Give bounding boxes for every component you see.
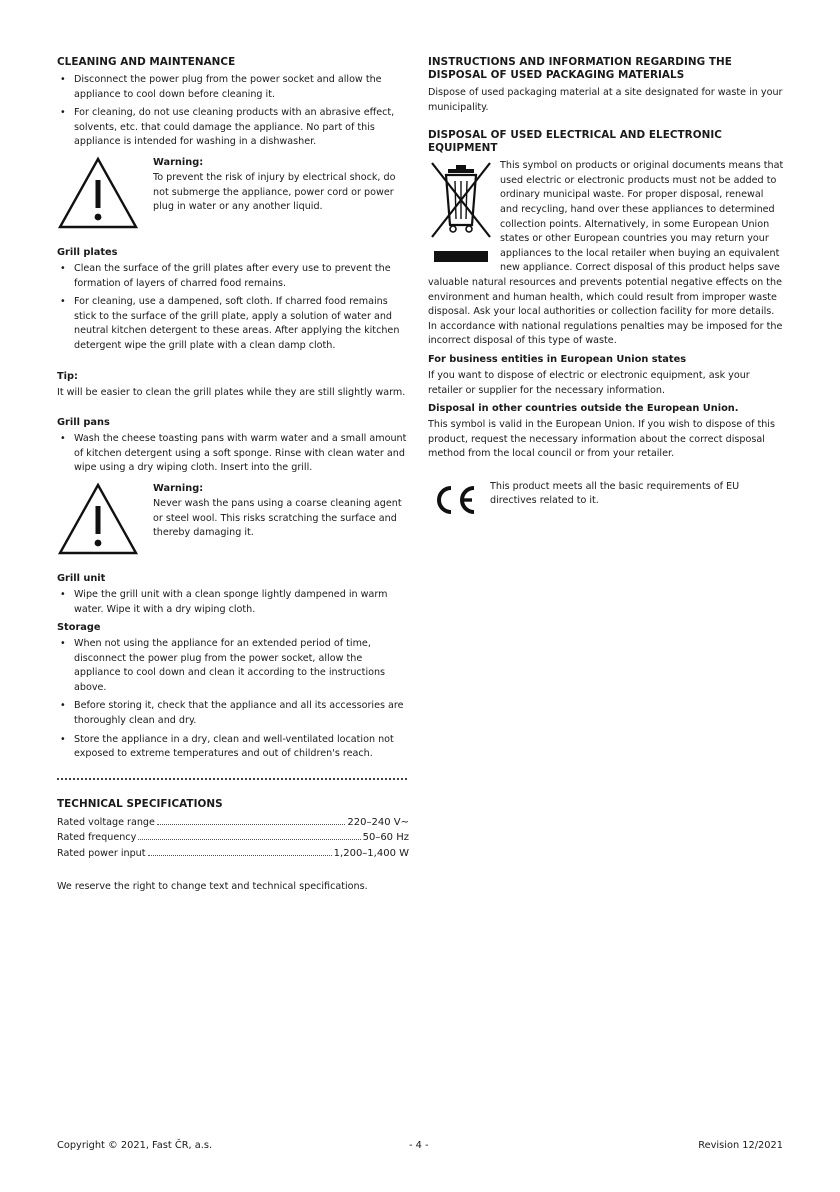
- spec-row: [57, 830, 409, 846]
- business-heading: For business entities in European Union states: [428, 353, 687, 365]
- grill-pans-heading: Grill pans: [57, 417, 110, 429]
- packaging-text: Dispose of used packaging material at a site designated for waste in your municipality.: [428, 87, 783, 113]
- grill-unit-list: [57, 588, 409, 617]
- grill-unit-heading: Grill unit: [57, 572, 106, 584]
- list-item: • Disconnect the power plug from the power socket and allow the appliance to cool down before cleaning it.: [57, 73, 409, 102]
- cleaning-list: [57, 73, 409, 150]
- spec-value: 220–240 V~: [347, 816, 409, 828]
- list-item: • Clean the surface of the grill plates after every use to prevent the formation of layers of charred food remains.: [57, 262, 409, 291]
- cleaning-heading: CLEANING AND MAINTENANCE: [57, 56, 236, 68]
- warning-body: Never wash the pans using a coarse cleaning agent or steel wool. This risks scratching the surface and thereby damaging it.: [153, 497, 402, 539]
- outside-eu-heading: Disposal in other countries outside the European Union.: [428, 403, 739, 415]
- list-item: • For cleaning, use a dampened, soft cloth. If charred food remains stick to the surface of the grill plate, apply a solution of water and neutral kitchen detergent to these areas. After applying the kitchen detergent wipe the grill plate with a clean damp cloth.: [57, 295, 409, 353]
- spec-leader: [148, 846, 332, 856]
- list-item: • Before storing it, check that the appliance and all its accessories are thoroughly clean and dry.: [57, 699, 409, 728]
- weee-block: [428, 159, 784, 349]
- footer-copyright: Copyright © 2021, Fast ČR, a.s.: [57, 1140, 213, 1151]
- crossed-bin-icon: [428, 159, 494, 267]
- tip-text: It will be easier to clean the grill plates while they are still slightly warm.: [57, 386, 406, 398]
- spec-leader: [138, 830, 360, 840]
- grill-pans-list: [57, 432, 409, 476]
- outside-eu-text: This symbol is valid in the European Union. If you wish to dispose of this product, request the necessary information about the correct disposal method from the local council or from your retailer.: [428, 419, 775, 460]
- warning-block-electric: [57, 156, 409, 242]
- list-item: • Wipe the grill unit with a clean sponge lightly dampened in warm water. Wipe it with a dry wiping cloth.: [57, 588, 409, 617]
- business-text: If you want to dispose of electric or electronic equipment, ask your retailer or supplier for the necessary information.: [428, 369, 750, 396]
- spec-label: Rated voltage range: [57, 816, 155, 828]
- packaging-heading: INSTRUCTIONS AND INFORMATION REGARDING THE DISPOSAL OF USED PACKAGING MATERIALS: [428, 56, 732, 81]
- warning-title: Warning:: [153, 482, 204, 494]
- grill-plates-heading: Grill plates: [57, 246, 118, 258]
- spec-label: Rated power input: [57, 848, 146, 860]
- spec-row: [57, 846, 409, 862]
- list-item: • Wash the cheese toasting pans with warm water and a small amount of kitchen detergent using a soft sponge. Rinse with clean water and wipe using a dry wiping cloth. Insert into the grill.: [57, 432, 409, 476]
- warning-block-pans: [57, 482, 409, 568]
- list-item: • Store the appliance in a dry, clean and well-ventilated location not exposed to extreme temperatures and out of children's reach.: [57, 733, 409, 762]
- list-item: • For cleaning, do not use cleaning products with an abrasive effect, solvents, etc. that could damage the appliance. No part of this appliance is intended for washing in a dishwasher.: [57, 106, 409, 150]
- list-item: • When not using the appliance for an extended period of time, disconnect the power plug from the power socket, allow the appliance to cool down and clean it according to the instructions above.: [57, 637, 409, 695]
- right-column: [428, 56, 784, 516]
- spec-row: [57, 815, 409, 831]
- tech-specs-heading: TECHNICAL SPECIFICATIONS: [57, 797, 223, 810]
- spec-note: We reserve the right to change text and technical specifications.: [57, 880, 368, 892]
- warning-text: [153, 482, 409, 545]
- ce-block: [428, 480, 784, 516]
- spec-value: 50–60 Hz: [362, 832, 409, 844]
- weee-text: This symbol on products or original documents means that used electric or electronic products must not be added to ordinary municipal waste. For proper disposal, renewal and recycling, hand over these appliances to determined collection points. Alternatively, in some European Union states or other European countries you may return your appliances to the local retailer when buying an equivalent new appliance. Correct disposal of this product helps save valuable natural resources and prevents potential negative effects on the environment and human health, which could result from improper waste disposal. Ask your local authorities or collection facility for more details. In accordance with national regulations penalties may be imposed for the incorrect disposal of this type of waste.: [428, 160, 784, 347]
- spec-label: Rated frequency: [57, 832, 137, 844]
- spec-value: 1,200–1,400 W: [333, 848, 409, 860]
- grill-plates-list: [57, 262, 409, 354]
- left-column: [57, 56, 409, 898]
- warning-triangle-icon: [57, 482, 139, 556]
- warning-title: Warning:: [153, 156, 204, 168]
- ce-mark-icon: [432, 484, 478, 516]
- warning-text: [153, 156, 409, 219]
- footer-page-number: - 4 -: [409, 1140, 429, 1151]
- tip-heading: Tip:: [57, 370, 78, 382]
- ce-text: This product meets all the basic requirements of EU directives related to it.: [490, 480, 740, 507]
- storage-heading: Storage: [57, 622, 101, 634]
- warning-triangle-icon: [57, 156, 139, 230]
- weee-heading: DISPOSAL OF USED ELECTRICAL AND ELECTRONIC EQUIPMENT: [428, 129, 722, 155]
- footer-revision: Revision 12/2021: [698, 1140, 783, 1151]
- spec-leader: [157, 815, 345, 825]
- storage-list: [57, 637, 409, 762]
- warning-body: To prevent the risk of injury by electrical shock, do not submerge the appliance, power cord or power plug in water or any another liquid.: [153, 171, 396, 213]
- dotted-divider: [57, 778, 407, 780]
